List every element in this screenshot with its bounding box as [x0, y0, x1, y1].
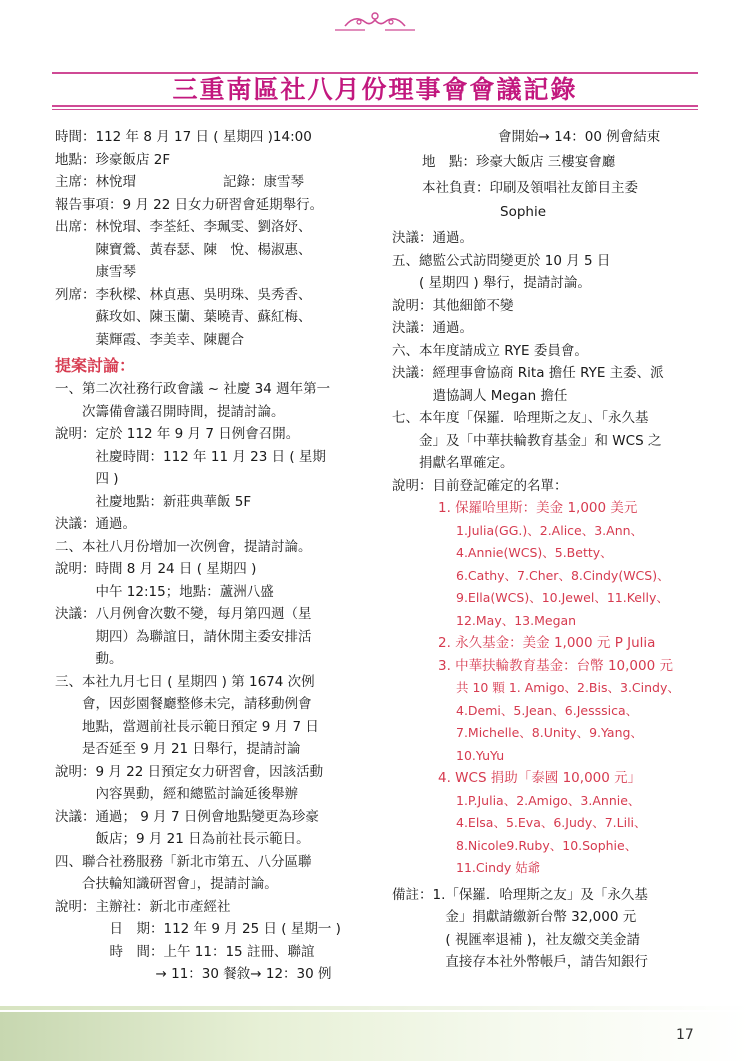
right-column	[392, 126, 702, 974]
page-title: 三重南區社八月份理事會會議記錄	[172, 75, 578, 104]
title-rule-top	[52, 72, 698, 74]
resolution-label: 決議：	[55, 808, 96, 825]
meeting-chair: 主席：林悅瑁	[55, 174, 136, 190]
proposal-6-resolution	[392, 362, 702, 407]
donor-list-line: 1.Julia(GG.)、2.Alice、3.Ann、	[456, 522, 644, 538]
footer-band	[0, 1012, 750, 1061]
proposal-7-line: 金」及「中華扶輪教育基金」和 WCS 之	[419, 432, 662, 449]
proposal-1-description	[55, 423, 373, 513]
donor-list-line: 12.May、13.Megan	[456, 612, 577, 628]
proposal-3-line: 會，因彭園餐廳整修未完，請移動例會	[82, 696, 312, 712]
resolution-line: 遣協調人 Megan 擔任	[432, 387, 568, 404]
ornament-icon	[335, 8, 415, 34]
resolution-line: 經理事會協商 Rita 擔任 RYE 主委、派	[432, 365, 664, 381]
proposals-heading: 提案討論：	[55, 356, 136, 375]
proposal-7-number: 七、	[392, 410, 419, 426]
description-line: 社慶時間：112 年 11 月 23 日 ( 星期	[95, 448, 326, 465]
description-line: 時 間：上午 11：15 註冊、聯誼	[109, 943, 315, 960]
continued-responsible-name: Sophie	[500, 203, 547, 220]
proposal-4-line: 合扶輪知識研習會」，提請討論。	[82, 876, 278, 892]
description-line: 四 )	[95, 471, 119, 487]
proposal-4	[55, 851, 373, 896]
donation-1-heading: 1. 保羅哈里斯：美金 1,000 美元	[438, 500, 638, 516]
resolution-line: 飯店；9 月 21 日為前社長示範日。	[95, 831, 310, 847]
observers-label: 列席：	[55, 286, 96, 303]
resolution-line: 動。	[95, 651, 123, 667]
donor-list-line: 8.Nicole9.Ruby、10.Sophie、	[456, 837, 638, 853]
donor-list-line: 9.Ella(WCS)、10.Jewel、11.Kelly、	[456, 590, 669, 605]
meeting-time: 時間：112 年 8 月 17 日 ( 星期四 )14:00	[55, 129, 312, 145]
proposal-3-number: 三、	[55, 673, 82, 690]
proposal-5-line: ( 星期四 ) 舉行，提請討論。	[419, 275, 591, 291]
description-line: → 11：30 餐敘→ 12：30 例	[155, 966, 332, 982]
description-label: 說明：	[55, 426, 96, 442]
proposal-5-description: 說明：其他細節不變	[392, 297, 514, 314]
attendees-line: 康雪琴	[95, 264, 136, 280]
proposal-3-line: 地點，當週前社長示範日預定 9 月 7 日	[82, 718, 319, 735]
proposal-4-description	[55, 896, 373, 986]
proposal-3-line: 是否延至 9 月 21 日舉行，提請討論	[82, 741, 301, 757]
proposal-3	[55, 671, 373, 761]
resolution-line: 期四）為聯誼日，請休閒主委安排活	[95, 628, 312, 645]
proposal-7-line: 本年度「保羅．哈理斯之友」、「永久基	[419, 410, 649, 426]
resolution-line: 八月例會次數不變，每月第四週（星	[95, 606, 312, 622]
donor-list-line: 6.Cathy、7.Cher、8.Cindy(WCS)、	[456, 567, 670, 583]
description-line: 9 月 22 日預定女力研習會，因該活動	[95, 763, 324, 780]
proposal-7-description: 說明：目前登記確定的名單：	[392, 477, 568, 494]
proposal-1-line: 次籌備會議召開時間，提請討論。	[82, 403, 285, 420]
proposal-1	[55, 378, 373, 423]
proposal-6: 六、本年度請成立 RYE 委員會。	[392, 342, 588, 359]
page-number: 17	[676, 1027, 694, 1043]
description-line: 中午 12:15；地點：蘆洲八盛	[95, 583, 274, 600]
description-label: 說明：	[55, 763, 96, 780]
resolution-line: 通過； 9 月 7 日例會地點變更為珍豪	[95, 808, 319, 825]
attendees-label: 出席：	[55, 219, 96, 235]
description-line: 日 期：112 年 9 月 25 日 ( 星期一 )	[109, 921, 341, 937]
proposal-4-number: 四、	[55, 853, 82, 870]
donation-4-heading: 4. WCS 捐助「泰國 10,000 元」	[438, 770, 642, 786]
donation-3-heading: 3. 中華扶輪教育基金：台幣 10,000 元	[438, 657, 673, 674]
proposal-1-line: 第二次社務行政會議 ~ 社慶 34 週年第一	[82, 381, 331, 397]
proposal-5	[392, 250, 702, 295]
donor-list-line: 共 10 顆 1. Amigo、2.Bis、3.Cindy、	[456, 680, 680, 695]
title-rule-bottom-thin	[52, 109, 698, 110]
title-rule-bottom	[52, 105, 698, 107]
donor-list-line: 11.Cindy 姑爺	[456, 860, 541, 875]
proposal-3-description	[55, 761, 373, 806]
observers-line: 李秋樑、林貞惠、吳明珠、吳秀香、	[95, 286, 312, 303]
description-line: 內容異動，經和總監討論延後舉辦	[95, 786, 298, 802]
description-label: 說明：	[55, 898, 96, 915]
proposal-3-resolution	[55, 806, 373, 851]
footer-stripe	[0, 1006, 750, 1010]
proposal-7-line: 捐獻名單確定。	[419, 455, 514, 471]
observers	[55, 284, 373, 352]
remarks-line: 金」捐獻請繳新台幣 32,000 元	[445, 909, 637, 925]
resolution-label: 決議：	[392, 365, 433, 381]
attendees-line: 陳寶鶯、黃春瑟、陳 悅、楊淑惠、	[95, 241, 312, 258]
remarks-label: 備註：1.	[392, 886, 446, 903]
proposal-3-line: 本社九月七日 ( 星期四 ) 第 1674 次例	[82, 673, 315, 690]
donor-list-line: 4.Demi、5.Jean、6.Jesssica、	[456, 702, 639, 718]
remarks-line: ( 視匯率退補 )，社友繳交美金請	[445, 931, 641, 948]
proposal-1-resolution: 決議：通過。	[55, 516, 136, 532]
proposal-2-resolution	[55, 603, 373, 671]
donation-2-heading: 2. 永久基金：美金 1,000 元 P Julia	[438, 635, 656, 651]
continued-place: 地 點：珍豪大飯店 三樓宴會廳	[422, 153, 616, 170]
observers-line: 葉輝霞、李美幸、陳麗合	[95, 331, 244, 348]
chair-recorder-row	[55, 171, 373, 194]
donor-list-line: 4.Elsa、5.Eva、6.Judy、7.Lili、	[456, 815, 647, 830]
meeting-place: 地點：珍豪飯店 2F	[55, 151, 171, 168]
proposal-5-number: 五、	[392, 252, 419, 269]
proposal-5-line: 總監公式訪問變更於 10 月 5 日	[419, 252, 611, 269]
description-line: 主辦社：新北市產經社	[95, 898, 231, 915]
proposal-7	[392, 407, 702, 475]
description-line: 社慶地點：新莊典華飯 5F	[95, 493, 252, 510]
meeting-recorder: 記錄：康雪琴	[223, 174, 304, 190]
proposal-2: 二、本社八月份增加一次例會，提請討論。	[55, 538, 312, 555]
resolution-label: 決議：	[55, 606, 96, 622]
donor-list-line: 7.Michelle、8.Unity、9.Yang、	[456, 725, 643, 740]
report-items: 報告事項：9 月 22 日女力研習會延期舉行。	[55, 196, 324, 213]
attendees	[55, 216, 373, 284]
description-line: 定於 112 年 9 月 7 日例會召開。	[95, 426, 300, 442]
observers-line: 蘇玫如、陳玉蘭、葉曉青、蘇紅梅、	[95, 309, 312, 325]
proposal-4-line: 聯合社務服務「新北市第五、八分區聯	[82, 853, 312, 870]
description-line: 時間 8 月 24 日 ( 星期四 )	[95, 561, 257, 577]
proposal-1-number: 一、	[55, 381, 82, 397]
donor-list-line: 4.Annie(WCS)、5.Betty、	[456, 545, 613, 560]
remarks-line: 直接存本社外幣帳戶，請告知銀行	[445, 954, 648, 970]
continued-line: 會開始→ 14：00 例會結束	[498, 129, 661, 145]
remarks	[392, 884, 702, 974]
title-banner	[52, 60, 698, 110]
proposal-5-resolution: 決議：通過。	[392, 320, 473, 336]
left-column	[55, 126, 373, 986]
remarks-line: 「保羅．哈理斯之友」及「永久基	[445, 886, 648, 903]
donor-list-line: 10.YuYu	[456, 747, 505, 763]
resolution-4: 決議：通過。	[392, 230, 473, 246]
proposal-2-description	[55, 558, 373, 603]
continued-responsible: 本社負責：印刷及領唱社友節目主委	[422, 179, 638, 196]
attendees-line: 林悅瑁、李荃紝、李珮雯、劉洛妤、	[95, 219, 312, 235]
description-label: 說明：	[55, 561, 96, 577]
donor-list-line: 1.P.Julia、2.Amigo、3.Annie、	[456, 792, 641, 808]
